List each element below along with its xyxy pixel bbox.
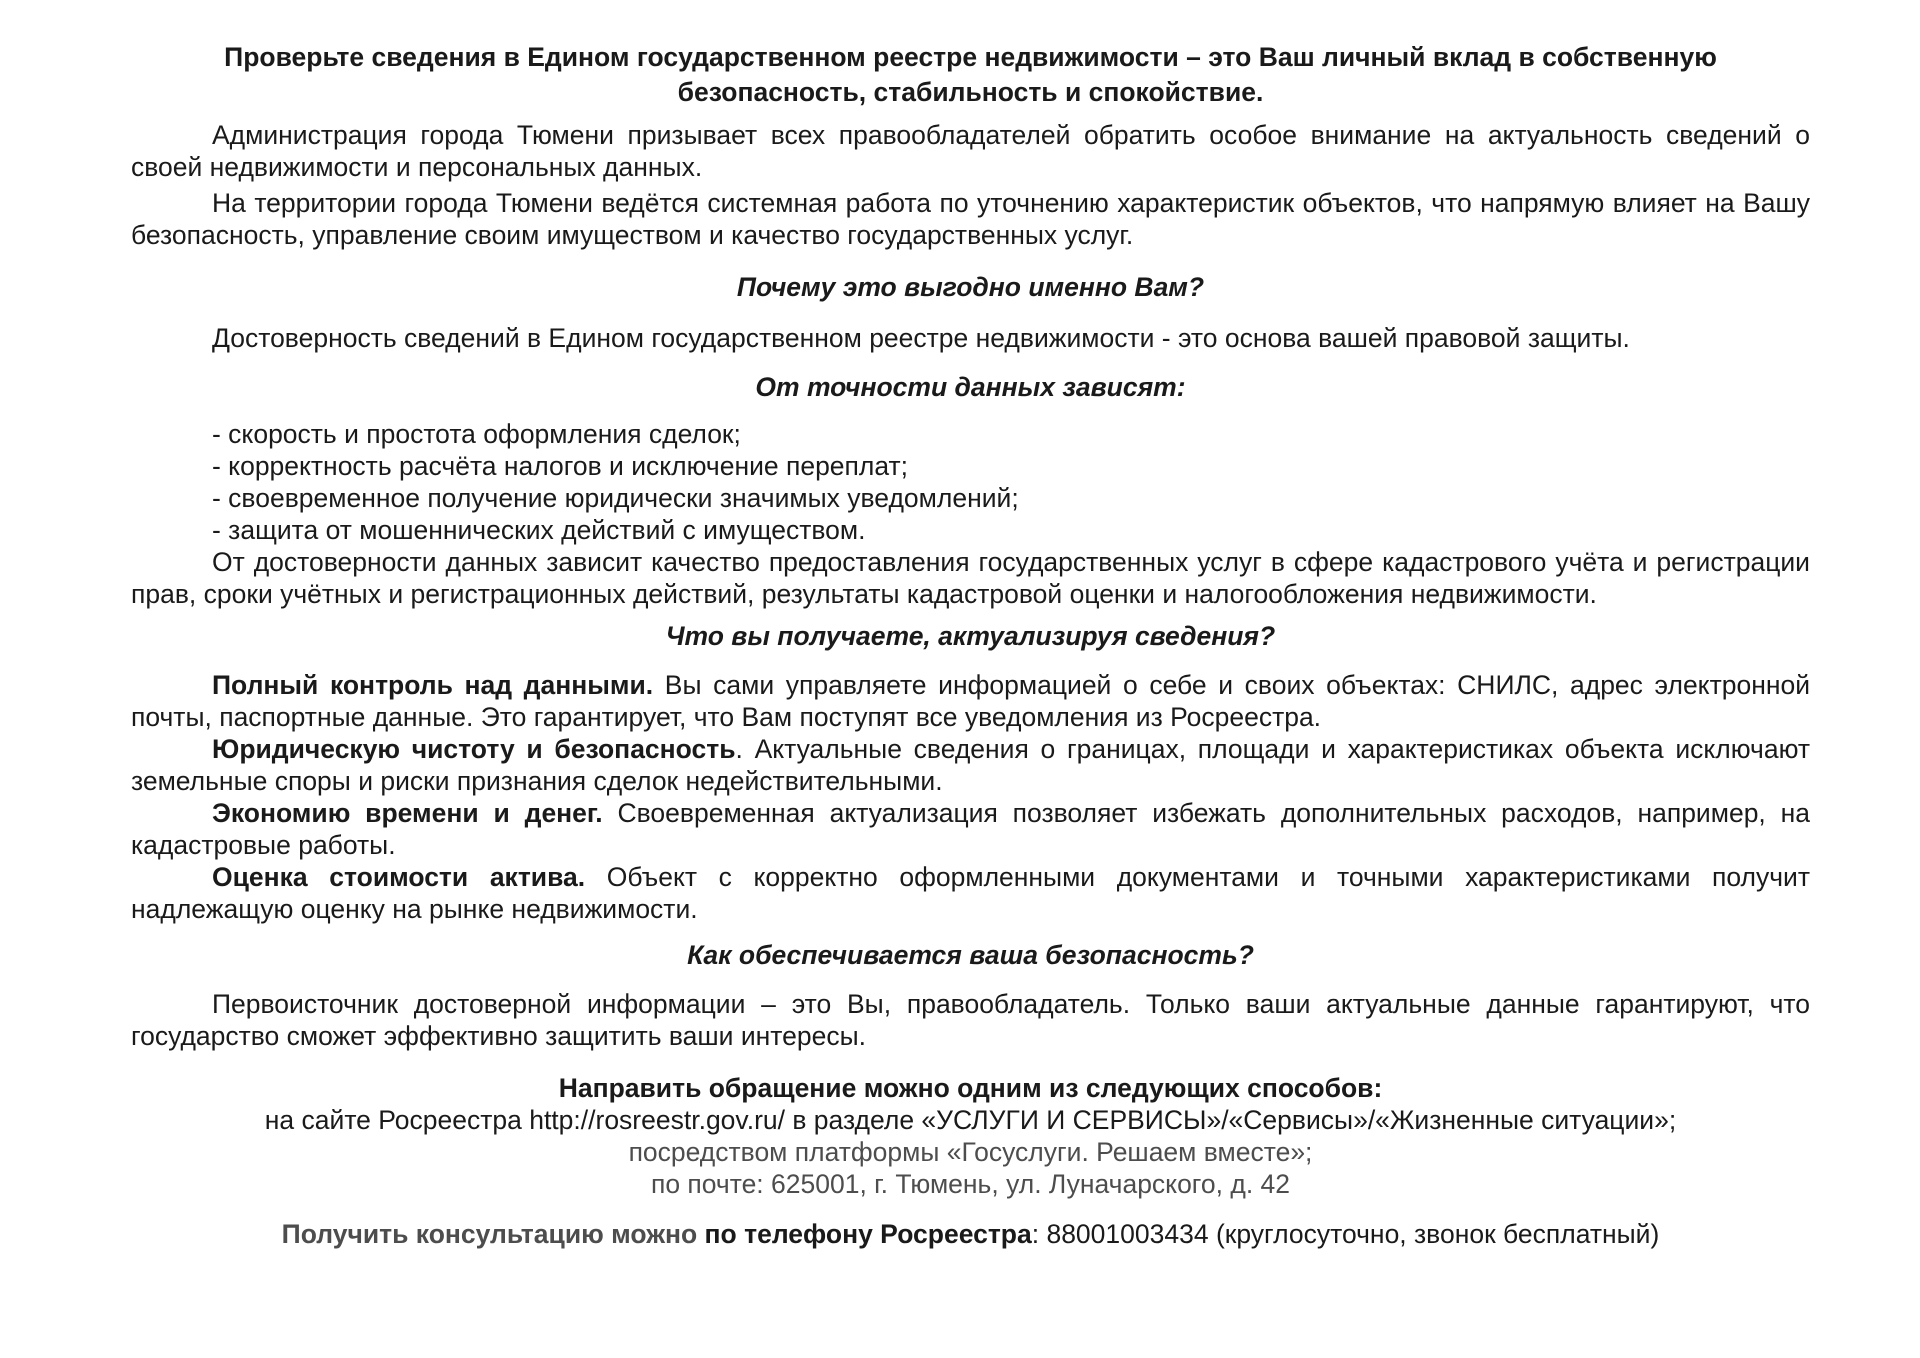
benefit-valuation-title: Оценка стоимости актива.: [212, 862, 586, 892]
depends-list: [131, 418, 1810, 546]
benefit-legal: [131, 733, 1810, 797]
document-title-line1: Проверьте сведения в Едином государственном реестре недвижимости – это Ваш личный вклад в собственную: [224, 42, 1717, 72]
contact-phone-label: по телефону Росреестра: [704, 1219, 1032, 1249]
why-paragraph: Достоверность сведений в Едином государственном реестре недвижимости - это основа вашей правовой защиты.: [212, 323, 1630, 353]
intro-paragraph-2: На территории города Тюмени ведётся системная работа по уточнению характеристик объектов, что напрямую влияет на Вашу безопасность, управление своим имуществом и качество государственных услуг.: [131, 188, 1810, 250]
list-item: - своевременное получение юридически значимых уведомлений;: [212, 483, 1019, 513]
intro-paragraph-1: Администрация города Тюмени призывает всех правообладателей обратить особое внимание на актуальность сведений о своей недвижимости и персональных данных.: [131, 120, 1810, 182]
benefits-heading: Что вы получаете, актуализируя сведения?: [665, 621, 1276, 651]
benefit-control-title: Полный контроль над данными.: [212, 670, 654, 700]
benefit-valuation-text: Объект с корректно оформленными документами и точными характеристиками получит надлежащую оценку на рынке недвижимости.: [131, 862, 1810, 924]
benefit-economy: [131, 797, 1810, 861]
benefit-control-text: Вы сами управляете информацией о себе и своих объектах: СНИЛС, адрес электронной почты, паспортные данные. Это гарантирует, что Вам поступят все уведомления из Росреестра.: [131, 670, 1810, 732]
benefit-economy-text: Своевременная актуализация позволяет избежать дополнительных расходов, например, на кадастровые работы.: [131, 798, 1810, 860]
list-item: - корректность расчёта налогов и исключение переплат;: [212, 451, 909, 481]
contact-mail: по почте: 625001, г. Тюмень, ул. Луначарского, д. 42: [650, 1169, 1291, 1199]
document-title-line2: безопасность, стабильность и спокойствие.: [677, 77, 1264, 107]
security-heading: Как обеспечивается ваша безопасность?: [687, 940, 1254, 970]
benefit-legal-title: Юридическую чистоту и безопасность: [212, 734, 736, 764]
list-item: - защита от мошеннических действий с имуществом.: [212, 515, 866, 545]
document-page: [131, 40, 1810, 1250]
benefit-economy-title: Экономию времени и денег.: [212, 798, 603, 828]
list-item: - скорость и простота оформления сделок;: [212, 419, 741, 449]
contact-website: на сайте Росреестра http://rosreestr.gov.ru/ в разделе «УСЛУГИ И СЕРВИСЫ»/«Сервисы»/«Жизненные ситуации»;: [264, 1105, 1677, 1135]
depends-paragraph: От достоверности данных зависит качество предоставления государственных услуг в сфере кадастрового учёта и регистрации прав, сроки учётных и регистрационных действий, результаты кадастровой оценки и налогообложения недвижимости.: [131, 547, 1810, 609]
contact-gosuslugi: посредством платформы «Госуслуги. Решаем вместе»;: [628, 1137, 1313, 1167]
benefit-valuation: [131, 861, 1810, 925]
document-title: [131, 40, 1810, 110]
contact-phone-lead: Получить консультацию можно: [281, 1219, 698, 1249]
why-heading: Почему это выгодно именно Вам?: [736, 272, 1205, 302]
contact-heading: Направить обращение можно одним из следующих способов:: [558, 1073, 1383, 1103]
contact-phone-number: : 88001003434 (круглосуточно, звонок бесплатный): [1031, 1219, 1660, 1249]
security-paragraph: Первоисточник достоверной информации – это Вы, правообладатель. Только ваши актуальные данные гарантируют, что государство сможет эффективно защитить ваши интересы.: [131, 989, 1810, 1051]
benefit-legal-text: . Актуальные сведения о границах, площади и характеристиках объекта исключают земельные споры и риски признания сделок недействительными.: [131, 734, 1811, 796]
contact-phone: [131, 1218, 1810, 1250]
benefit-control: [131, 669, 1810, 733]
depends-heading: От точности данных зависят:: [755, 372, 1186, 402]
